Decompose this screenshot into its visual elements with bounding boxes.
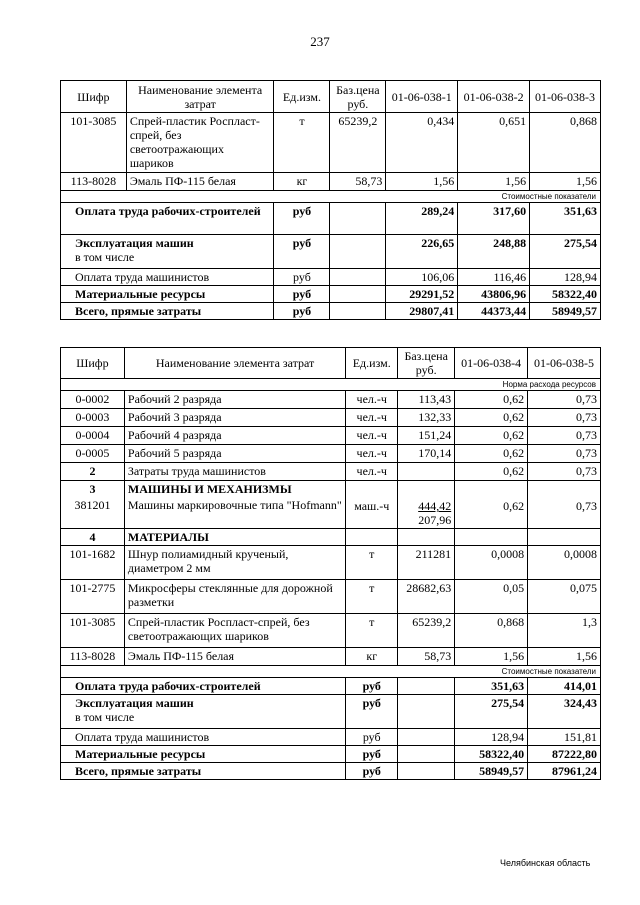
summary-value: 44373,44: [458, 303, 530, 320]
code-cell: 2: [61, 463, 125, 481]
unit-cell: кг: [346, 648, 398, 666]
summary-unit: руб: [346, 729, 398, 746]
group-title: МАШИНЫ И МЕХАНИЗМЫ: [127, 482, 292, 496]
value-cell: 0,62: [455, 463, 528, 481]
summary-value: 414,01: [528, 678, 601, 695]
name-cell: Рабочий 3 разряда: [124, 409, 345, 427]
summary-unit: руб: [346, 678, 398, 695]
cost-table-2: [60, 347, 601, 780]
name-cell: Рабочий 4 разряда: [124, 427, 345, 445]
section-label: Норма расхода ресурсов: [61, 379, 601, 391]
value-cell: 0,62: [455, 445, 528, 463]
section-label-row: [61, 666, 601, 678]
summary-name: Всего, прямые затраты: [61, 303, 274, 320]
price-cell: 58,73: [330, 173, 386, 191]
summary-name: Эксплуатация машин: [75, 236, 194, 250]
table-header-row: [61, 81, 601, 113]
code-cell: 0-0002: [61, 391, 125, 409]
summary-value: 351,63: [530, 203, 601, 235]
summary-unit: руб: [346, 695, 398, 729]
unit-cell: т: [274, 113, 330, 173]
column-header: 01-06-038-2: [458, 81, 530, 113]
summary-value: 317,60: [458, 203, 530, 235]
name-cell: Эмаль ПФ-115 белая: [124, 648, 345, 666]
summary-value: 128,94: [455, 729, 528, 746]
name-cell: Машины маркировочные типа "Hofmann": [127, 498, 342, 512]
price-cell: 58,73: [398, 648, 455, 666]
code-cell: 381201: [74, 498, 111, 512]
summary-row: [61, 746, 601, 763]
column-header: 01-06-038-3: [530, 81, 601, 113]
summary-row: [61, 729, 601, 746]
column-header: Ед.изм.: [346, 348, 398, 379]
table-row: [61, 445, 601, 463]
summary-unit: руб: [274, 269, 330, 286]
group-header-row: [61, 529, 601, 546]
section-label-row: [61, 379, 601, 391]
price-cell: 211281: [398, 546, 455, 580]
column-header: Баз.цена руб.: [330, 81, 386, 113]
section-label: Стоимостные показатели: [61, 191, 601, 203]
summary-value: 87961,24: [528, 763, 601, 780]
summary-value: 58949,57: [530, 303, 601, 320]
code-cell: 101-3085: [61, 113, 127, 173]
value-cell: 0,62: [455, 481, 528, 529]
summary-subtitle: в том числе: [75, 250, 135, 264]
summary-subtitle: в том числе: [75, 710, 135, 724]
table-row: [61, 648, 601, 666]
value-cell: 0,73: [528, 463, 601, 481]
group-code: 4: [61, 529, 125, 546]
value-cell: 1,56: [386, 173, 458, 191]
table-row: [61, 427, 601, 445]
summary-value: 58322,40: [455, 746, 528, 763]
column-header: Наименование элемента затрат: [126, 81, 274, 113]
value-cell: 0,62: [455, 409, 528, 427]
empty-cell: [398, 746, 455, 763]
value-cell: 1,3: [528, 614, 601, 648]
unit-cell: кг: [274, 173, 330, 191]
column-header: Шифр: [61, 81, 127, 113]
empty-cell: [330, 286, 386, 303]
name-cell: Спрей-пластик Роспласт-спрей, без светоотражающих шариков: [124, 614, 345, 648]
unit-cell: чел.-ч: [346, 409, 398, 427]
price-cell: 444,42: [418, 499, 452, 513]
summary-unit: руб: [274, 286, 330, 303]
summary-name: Эксплуатация машин: [75, 696, 194, 710]
summary-row: [61, 763, 601, 780]
summary-value: 248,88: [458, 235, 530, 269]
value-cell: 0,075: [528, 580, 601, 614]
summary-unit: руб: [274, 303, 330, 320]
column-header: Наименование элемента затрат: [124, 348, 345, 379]
value-cell: 1,56: [455, 648, 528, 666]
summary-row: [61, 235, 601, 269]
empty-cell: [330, 269, 386, 286]
code-cell: 101-2775: [61, 580, 125, 614]
price-cell: 65239,2: [330, 113, 386, 173]
column-header: 01-06-038-4: [455, 348, 528, 379]
unit-cell: маш.-ч: [346, 481, 398, 529]
name-cell: Микросферы стеклянные для дорожной разметки: [124, 580, 345, 614]
summary-value: 29291,52: [386, 286, 458, 303]
price-cell: 113,43: [398, 391, 455, 409]
unit-cell: т: [346, 580, 398, 614]
table-row: [61, 409, 601, 427]
summary-value: 289,24: [386, 203, 458, 235]
value-cell: 0,62: [455, 427, 528, 445]
column-header: Баз.цена руб.: [398, 348, 455, 379]
value-cell: 0,05: [455, 580, 528, 614]
name-cell: Спрей-пластик Роспласт-спрей, без светоотражающих шариков: [126, 113, 274, 173]
value-cell: 1,56: [530, 173, 601, 191]
column-header: Шифр: [61, 348, 125, 379]
section-label: Стоимостные показатели: [61, 666, 601, 678]
value-cell: 0,73: [528, 427, 601, 445]
value-cell: 1,56: [458, 173, 530, 191]
summary-row: [61, 269, 601, 286]
column-header: 01-06-038-5: [528, 348, 601, 379]
summary-value: 151,81: [528, 729, 601, 746]
summary-name: Материальные ресурсы: [61, 746, 346, 763]
summary-value: 43806,96: [458, 286, 530, 303]
summary-unit: руб: [274, 235, 330, 269]
unit-cell: чел.-ч: [346, 391, 398, 409]
group-title: МАТЕРИАЛЫ: [124, 529, 345, 546]
price-cell: 207,96: [418, 513, 452, 527]
summary-row: [61, 303, 601, 320]
code-cell: 0-0004: [61, 427, 125, 445]
table-row: [61, 463, 601, 481]
value-cell: 0,434: [386, 113, 458, 173]
table-row: [61, 546, 601, 580]
price-cell: 151,24: [398, 427, 455, 445]
summary-row: [61, 203, 601, 235]
table-row: [61, 113, 601, 173]
summary-value: 29807,41: [386, 303, 458, 320]
empty-cell: [398, 729, 455, 746]
table-row: [61, 580, 601, 614]
summary-value: 58322,40: [530, 286, 601, 303]
table-header-row: [61, 348, 601, 379]
table-row: [61, 481, 601, 529]
summary-value: 116,46: [458, 269, 530, 286]
table-row: [61, 173, 601, 191]
code-cell: 0-0005: [61, 445, 125, 463]
empty-cell: [398, 763, 455, 780]
name-cell: Эмаль ПФ-115 белая: [126, 173, 274, 191]
table-row: [61, 391, 601, 409]
summary-value: 87222,80: [528, 746, 601, 763]
value-cell: 0,62: [455, 391, 528, 409]
summary-name: Оплата труда машинистов: [61, 269, 274, 286]
region-footer: Челябинская область: [500, 858, 591, 868]
name-cell: Затраты труда машинистов: [124, 463, 345, 481]
summary-value: 106,06: [386, 269, 458, 286]
summary-name: Оплата труда рабочих-строителей: [61, 203, 274, 235]
table-row: [61, 614, 601, 648]
summary-name: Оплата труда рабочих-строителей: [61, 678, 346, 695]
unit-cell: т: [346, 614, 398, 648]
summary-row: [61, 286, 601, 303]
summary-value: 128,94: [530, 269, 601, 286]
unit-cell: чел.-ч: [346, 445, 398, 463]
unit-cell: чел.-ч: [346, 427, 398, 445]
summary-value: 275,54: [530, 235, 601, 269]
empty-cell: [398, 695, 455, 729]
code-cell: 113-8028: [61, 648, 125, 666]
page-number: 237: [310, 34, 330, 49]
empty-cell: [398, 678, 455, 695]
value-cell: 0,73: [528, 391, 601, 409]
code-cell: 113-8028: [61, 173, 127, 191]
column-header: 01-06-038-1: [386, 81, 458, 113]
summary-value: 226,65: [386, 235, 458, 269]
price-cell: 65239,2: [398, 614, 455, 648]
summary-name: Всего, прямые затраты: [61, 763, 346, 780]
column-header: Ед.изм.: [274, 81, 330, 113]
value-cell: 0,868: [530, 113, 601, 173]
value-cell: 0,651: [458, 113, 530, 173]
summary-value: 324,43: [528, 695, 601, 729]
value-cell: 0,868: [455, 614, 528, 648]
name-cell: Шнур полиамидный крученый, диаметром 2 мм: [124, 546, 345, 580]
value-cell: 0,73: [528, 445, 601, 463]
price-cell: 28682,63: [398, 580, 455, 614]
empty-cell: [330, 203, 386, 235]
unit-cell: чел.-ч: [346, 463, 398, 481]
empty-cell: [330, 235, 386, 269]
summary-row: [61, 695, 601, 729]
group-code: 3: [89, 482, 96, 496]
summary-name: Материальные ресурсы: [61, 286, 274, 303]
code-cell: 101-1682: [61, 546, 125, 580]
value-cell: 0,73: [528, 481, 601, 529]
empty-cell: [398, 463, 455, 481]
summary-row: [61, 678, 601, 695]
value-cell: 0,73: [528, 409, 601, 427]
price-cell: 170,14: [398, 445, 455, 463]
summary-unit: руб: [346, 763, 398, 780]
code-cell: 0-0003: [61, 409, 125, 427]
summary-name: Оплата труда машинистов: [61, 729, 346, 746]
summary-value: 58949,57: [455, 763, 528, 780]
value-cell: 1,56: [528, 648, 601, 666]
unit-cell: т: [346, 546, 398, 580]
cost-table-1: [60, 80, 601, 320]
summary-value: 275,54: [455, 695, 528, 729]
summary-value: 351,63: [455, 678, 528, 695]
summary-unit: руб: [274, 203, 330, 235]
summary-unit: руб: [346, 746, 398, 763]
name-cell: Рабочий 5 разряда: [124, 445, 345, 463]
section-label-row: [61, 191, 601, 203]
value-cell: 0,0008: [528, 546, 601, 580]
price-cell: 132,33: [398, 409, 455, 427]
name-cell: Рабочий 2 разряда: [124, 391, 345, 409]
empty-cell: [330, 303, 386, 320]
code-cell: 101-3085: [61, 614, 125, 648]
value-cell: 0,0008: [455, 546, 528, 580]
